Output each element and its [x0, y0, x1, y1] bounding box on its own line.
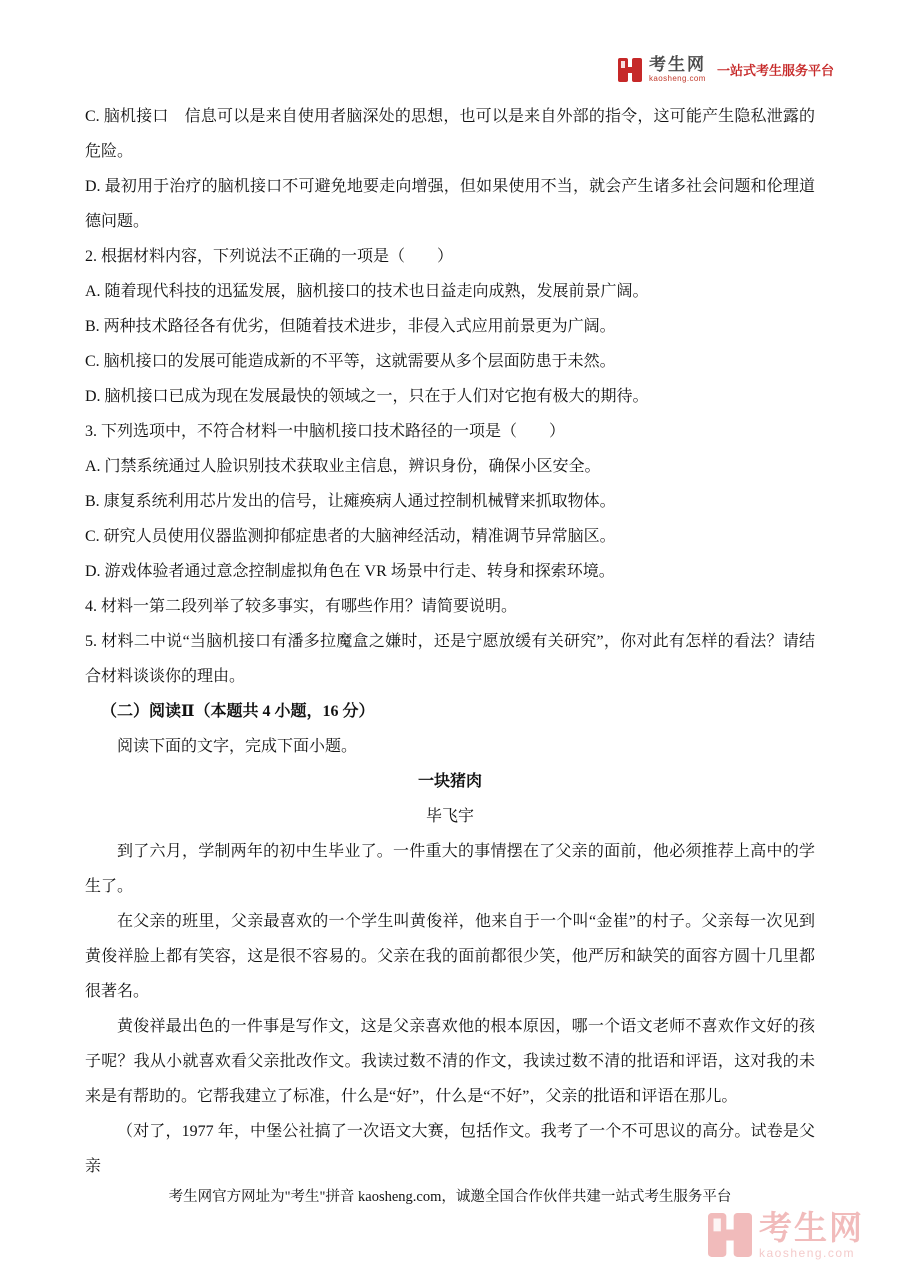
option-1d: D. 最初用于治疗的脑机接口不可避免地要走向增强，但如果使用不当，就会产生诸多社会问题和伦理道德问题。 [85, 178, 815, 230]
kaosheng-logo-icon [618, 58, 642, 82]
story-paragraph: 在父亲的班里，父亲最喜欢的一个学生叫黄俊祥，他来自于一个叫“金崔”的村子。父亲每一次见到黄俊祥脸上都有笑容，这是很不容易的。父亲在我的面前都很少笑，他严厉和缺笑的面容方圆十几里都很著名。 [85, 913, 815, 1000]
option-3a: A. 门禁系统通过人脸识别技术获取业主信息，辨识身份，确保小区安全。 [85, 458, 601, 475]
kaosheng-watermark [708, 1211, 864, 1259]
question-3: 3. 下列选项中，不符合材料一中脑机接口技术路径的一项是（ ） [85, 423, 566, 440]
story-paragraph: 到了六月，学制两年的初中生毕业了。一件重大的事情摆在了父亲的面前，他必须推荐上高中的学生了。 [85, 843, 815, 895]
watermark-domain-text: kaosheng.com [759, 1246, 856, 1260]
option-2c: C. 脑机接口的发展可能造成新的不平等，这就需要从多个层面防患于未然。 [85, 353, 616, 370]
option-2b: B. 两种技术路径各有优劣，但随着技术进步，非侵入式应用前景更为广阔。 [85, 318, 616, 335]
story-title: 一块猪肉 [417, 773, 482, 790]
kaosheng-watermark-icon [708, 1213, 752, 1257]
story-author: 毕飞宇 [425, 808, 474, 825]
story-paragraph: 黄俊祥最出色的一件事是写作文，这是父亲喜欢他的根本原因，哪一个语文老师不喜欢作文好的孩子呢？我从小就喜欢看父亲批改作文。我读过数不清的作文，我读过数不清的批语和评语，这对我的未来是有帮助的。它帮我建立了标准，什么是“好”，什么是“不好”，父亲的批语和评语在那儿。 [85, 1018, 815, 1105]
section-heading: （二）阅读Ⅱ（本题共 4 小题，16 分） [101, 703, 375, 720]
footer-text: 考生网官方网址为"考生"拼音 kaosheng.com，诚邀全国合作伙伴共建一站式考生服务平台 [168, 1189, 732, 1205]
option-1c: C. 脑机接口 信息可以是来自使用者脑深处的思想，也可以是来自外部的指令，这可能产生隐私泄露的危险。 [85, 108, 815, 160]
kaosheng-logo [618, 56, 834, 83]
reading-instruction: 阅读下面的文字，完成下面小题。 [117, 738, 358, 755]
option-3c: C. 研究人员使用仪器监测抑郁症患者的大脑神经活动，精准调节异常脑区。 [85, 528, 616, 545]
option-2a: A. 随着现代科技的迅猛发展，脑机接口的技术也日益走向成熟，发展前景广阔。 [85, 283, 649, 300]
logo-tagline-text: 一站式考生服务平台 [716, 63, 834, 78]
logo-brand-text: 考生网 [648, 55, 706, 74]
watermark-text-block [759, 1211, 864, 1259]
question-5: 5. 材料二中说“当脑机接口有潘多拉魔盒之嫌时，还是宁愿放缓有关研究”，你对此有怎样的看法？请结合材料谈谈你的理由。 [85, 633, 815, 685]
exam-content [85, 99, 815, 1184]
option-3d: D. 游戏体验者通过意念控制虚拟角色在 VR 场景中行走、转身和探索环境。 [85, 563, 615, 580]
story-paragraph: （对了，1977 年，中堡公社搞了一次语文大赛，包括作文。我考了一个不可思议的高分。试卷是父亲 [85, 1123, 815, 1175]
watermark-brand-text: 考生网 [759, 1209, 864, 1246]
logo-text-block [649, 56, 706, 83]
question-4: 4. 材料一第二段列举了较多事实，有哪些作用？请简要说明。 [85, 598, 518, 615]
question-2: 2. 根据材料内容，下列说法不正确的一项是（ ） [85, 248, 454, 265]
option-2d: D. 脑机接口已成为现在发展最快的领域之一，只在于人们对它抱有极大的期待。 [85, 388, 649, 405]
option-3b: B. 康复系统利用芯片发出的信号，让瘫痪病人通过控制机械臂来抓取物体。 [85, 493, 616, 510]
logo-domain-text: kaosheng.com [648, 74, 706, 83]
